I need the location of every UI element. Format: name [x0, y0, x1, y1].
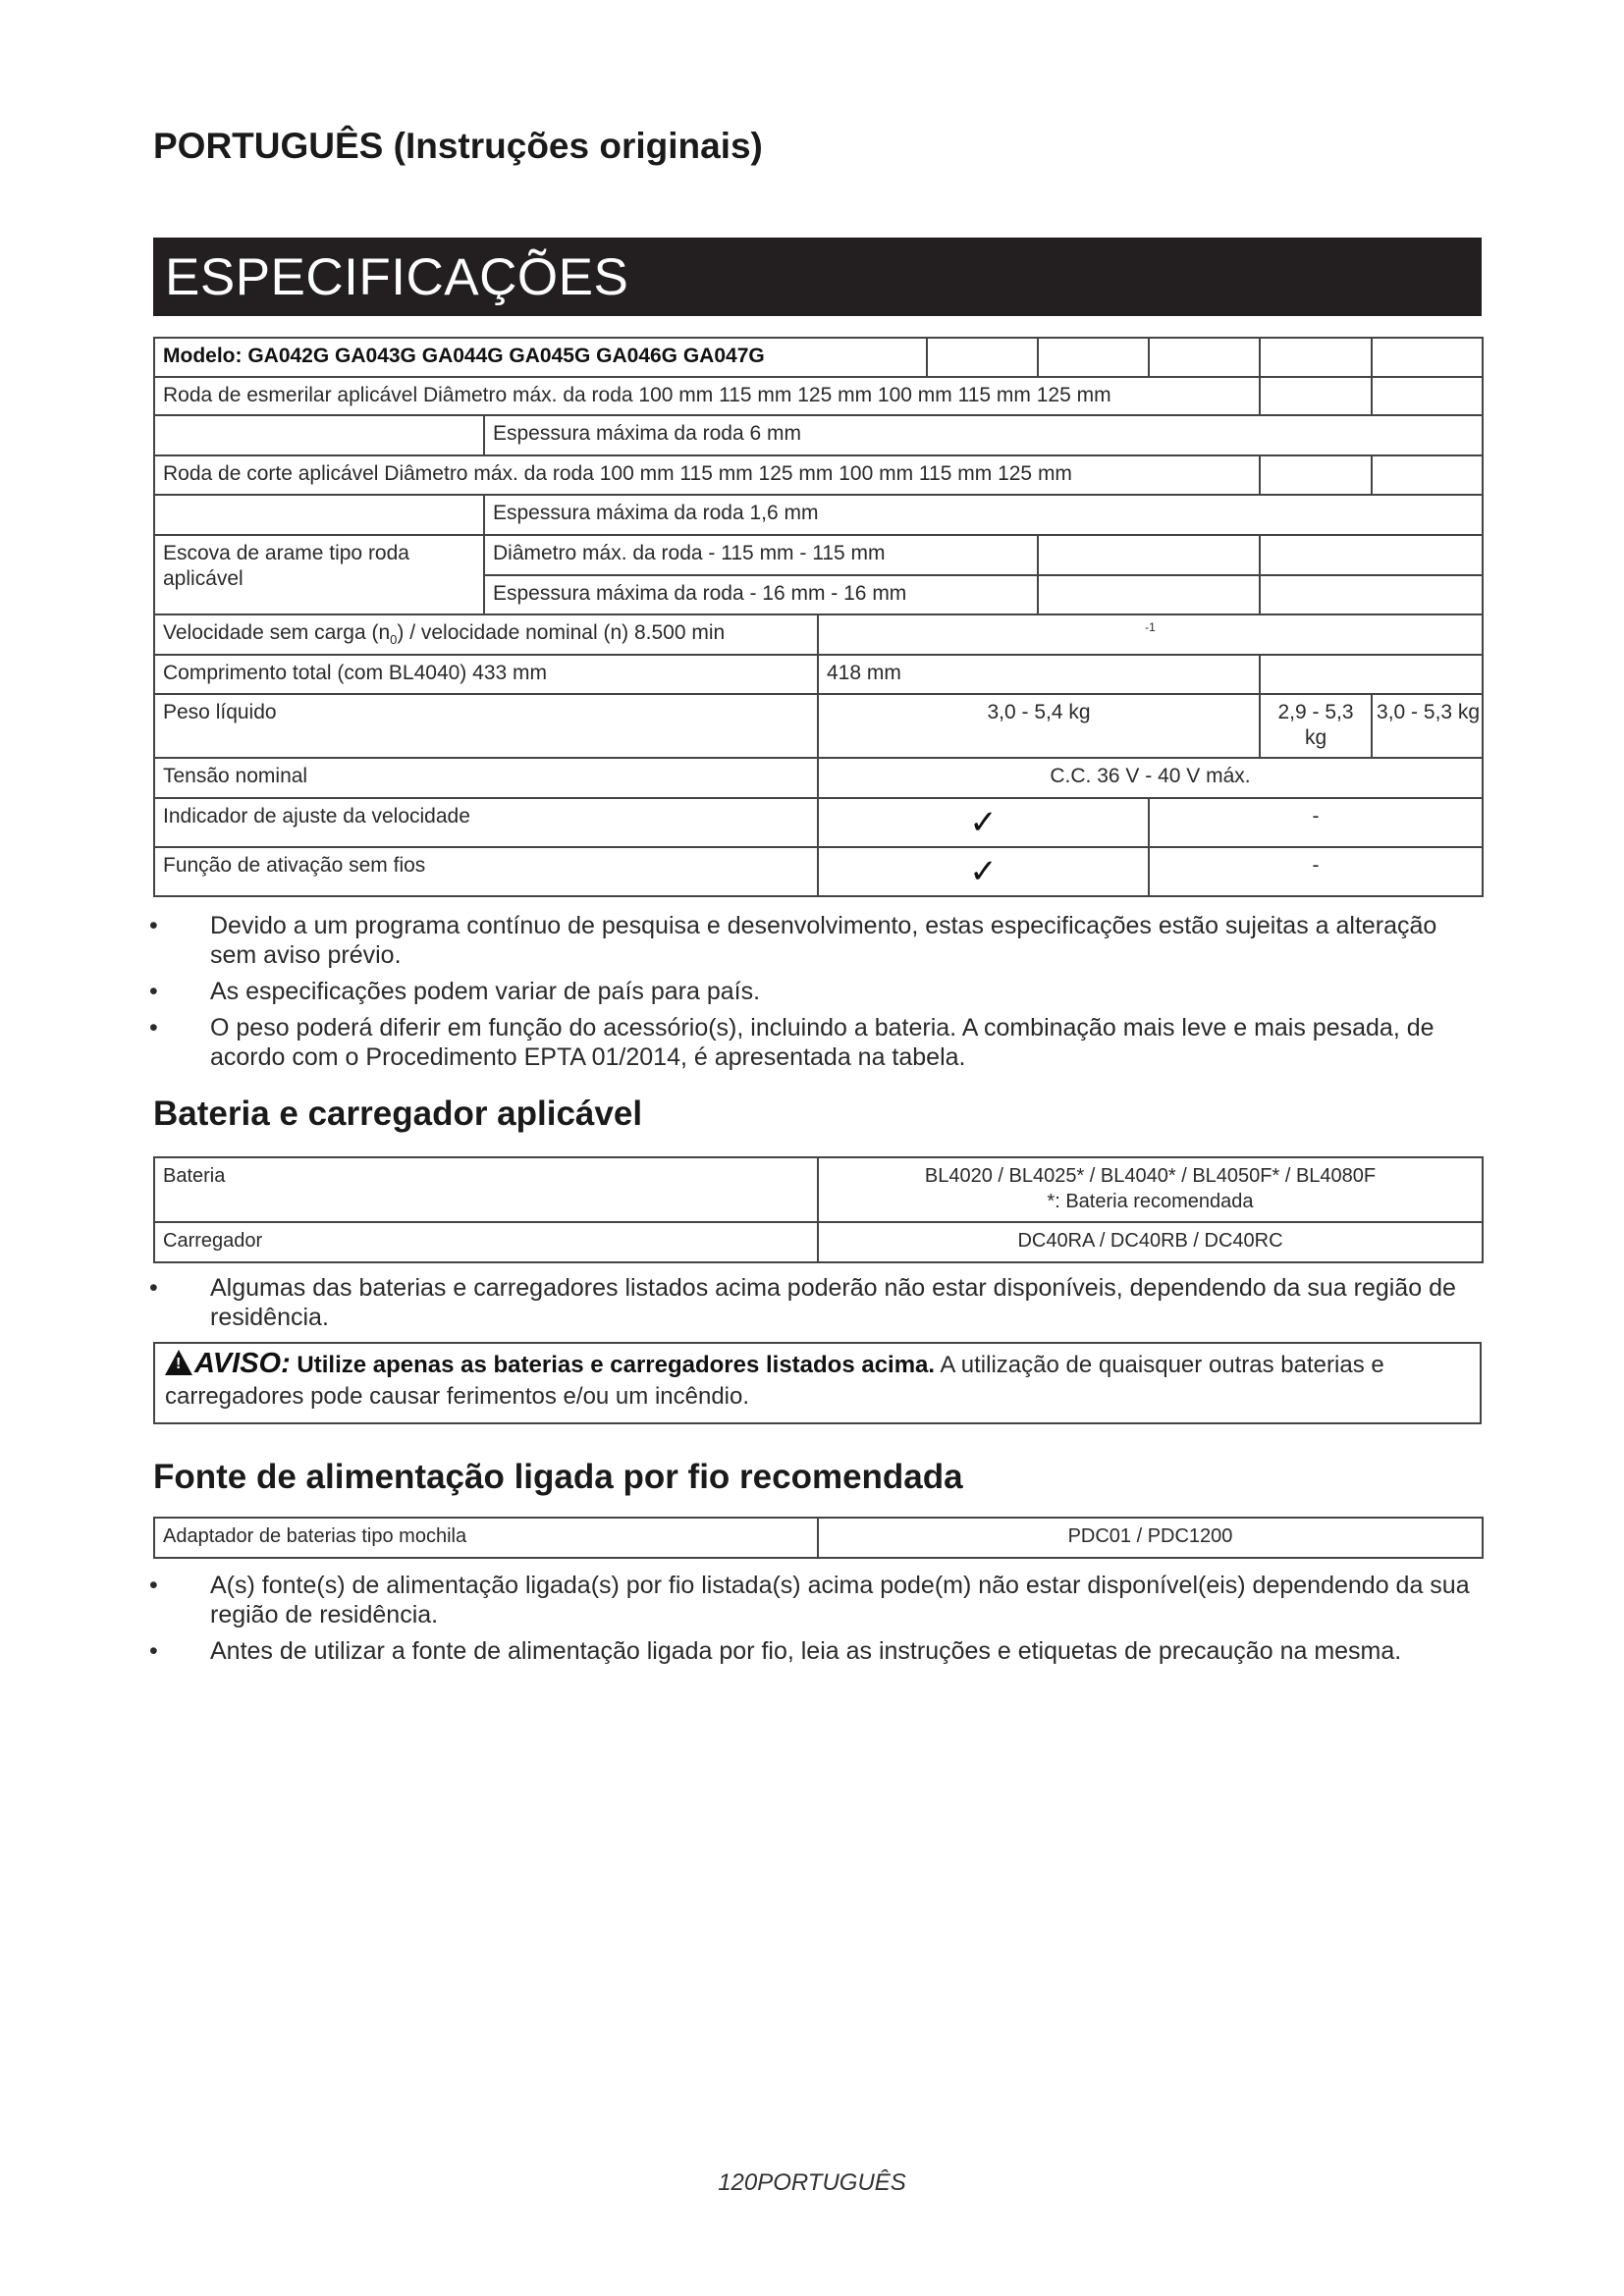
wireless-label: Função de ativação sem fios: [154, 847, 818, 896]
grinding-wheel-label: Roda de esmerilar aplicável Diâmetro máx. da roda 100 mm 115 mm 125 mm 100 mm 115 mm 125 mm: [154, 377, 1260, 415]
length-label: Comprimento total (com BL4040) 433 mm: [154, 655, 818, 694]
table-row: [154, 377, 1483, 415]
cutting-wheel-thickness: Espessura máxima da roda 1,6 mm: [484, 495, 1483, 535]
list-item: • Antes de utilizar a fonte de alimentação ligada por fio, leia as instruções e etiquetas de precaução na mesma.: [149, 1636, 1485, 1666]
power-source-heading: Fonte de alimentação ligada por fio recomendada: [153, 1458, 963, 1496]
speed-indicator-no: -: [1149, 798, 1483, 847]
check-icon: ✓: [969, 853, 998, 890]
charger-value: DC40RA / DC40RB / DC40RC: [818, 1222, 1483, 1262]
specifications-banner: [153, 238, 1482, 316]
wireless-no: -: [1149, 847, 1483, 896]
length-value: 418 mm: [818, 655, 1260, 694]
model-header-cell: Modelo: GA042G GA043G GA044G GA045G GA046G GA047G: [154, 338, 927, 377]
speed-label: Velocidade sem carga $(n_0)$ / velocidade nominal (n) 8.500 min: [154, 614, 818, 655]
page-language-title: PORTUGUÊS (Instruções originais): [153, 126, 763, 166]
wire-brush-label: Escova de arame tipo roda aplicável: [154, 535, 484, 614]
power-source-table: [153, 1517, 1484, 1559]
table-row: [154, 758, 1483, 798]
charger-label: Carregador: [154, 1222, 818, 1262]
weight-label: Peso líquido: [154, 694, 818, 758]
table-row: [154, 1157, 1483, 1222]
table-row: [154, 455, 1483, 495]
table-row: [154, 614, 1483, 655]
weight-value-2: 2,9 - 5,3 kg: [1260, 694, 1372, 758]
table-row: [154, 1518, 1483, 1558]
battery-note: *: Bateria recomendada: [1047, 1191, 1254, 1212]
battery-notes: [149, 1273, 1485, 1339]
table-row: [154, 655, 1483, 694]
table-row: [154, 415, 1483, 455]
speed-unit-cell: -1: [818, 614, 1483, 655]
power-source-notes: [149, 1571, 1485, 1673]
table-row: [154, 694, 1483, 758]
warning-bold-text: Utilize apenas as baterias e carregadores listados acima.: [297, 1352, 936, 1378]
table-row: [154, 1222, 1483, 1262]
table-row: [154, 798, 1483, 847]
adapter-label: Adaptador de baterias tipo mochila: [154, 1518, 818, 1558]
weight-value-3: 3,0 - 5,3 kg: [1372, 694, 1483, 758]
wire-brush-thickness: Espessura máxima da roda - 16 mm - 16 mm: [484, 575, 1038, 614]
table-row: [154, 847, 1483, 896]
warning-triangle-icon: [165, 1350, 192, 1375]
voltage-value: C.C. 36 V - 40 V máx.: [818, 758, 1483, 798]
list-item: • A(s) fonte(s) de alimentação ligada(s) por fio listada(s) acima pode(m) não estar disponível(eis) dependendo da sua região de residência.: [149, 1571, 1485, 1629]
voltage-label: Tensão nominal: [154, 758, 818, 798]
table-row: [154, 535, 1483, 575]
warning-text: A utilização de quaisquer outras baterias e carregadores pode causar ferimentos e/ou um incêndio.: [165, 1352, 1384, 1410]
battery-value: BL4020 / BL4025* / BL4040* / BL4050F* / BL4080F *: Bateria recomendada: [818, 1157, 1483, 1222]
grinding-wheel-thickness: Espessura máxima da roda 6 mm: [484, 415, 1483, 455]
table-row: [154, 338, 1483, 377]
list-item: • Algumas das baterias e carregadores listados acima poderão não estar disponíveis, dependendo da sua região de residência.: [149, 1273, 1485, 1332]
battery-label: Bateria: [154, 1157, 818, 1222]
list-item: • Devido a um programa contínuo de pesquisa e desenvolvimento, estas especificações estão sujeitas a alteração sem aviso prévio.: [149, 911, 1485, 970]
page-footer: 120PORTUGUÊS: [718, 2169, 906, 2196]
cutting-wheel-label: Roda de corte aplicável Diâmetro máx. da roda 100 mm 115 mm 125 mm 100 mm 115 mm 125 mm: [154, 455, 1260, 495]
wire-brush-diameter: Diâmetro máx. da roda - 115 mm - 115 mm: [484, 535, 1038, 575]
warning-box: [153, 1342, 1482, 1424]
adapter-value: PDC01 / PDC1200: [818, 1518, 1483, 1558]
table-row: [154, 495, 1483, 535]
specifications-table: [153, 337, 1484, 897]
list-item: • O peso poderá diferir em função do acessório(s), incluindo a bateria. A combinação mais leve e mais pesada, de acordo com o Procedimento EPTA 01/2014, é apresentada na tabela.: [149, 1013, 1485, 1072]
battery-heading: Bateria e carregador aplicável: [153, 1095, 643, 1133]
check-icon: ✓: [969, 804, 998, 841]
battery-table: [153, 1156, 1484, 1263]
wireless-yes: [818, 847, 1149, 896]
speed-indicator-yes: [818, 798, 1149, 847]
speed-indicator-label: Indicador de ajuste da velocidade: [154, 798, 818, 847]
weight-value-1: 3,0 - 5,4 kg: [818, 694, 1260, 758]
specification-notes: [149, 911, 1485, 1079]
specifications-heading: ESPECIFICAÇÕES: [165, 248, 629, 306]
warning-label: AVISO:: [194, 1348, 291, 1379]
list-item: • As especificações podem variar de país para país.: [149, 977, 1485, 1006]
